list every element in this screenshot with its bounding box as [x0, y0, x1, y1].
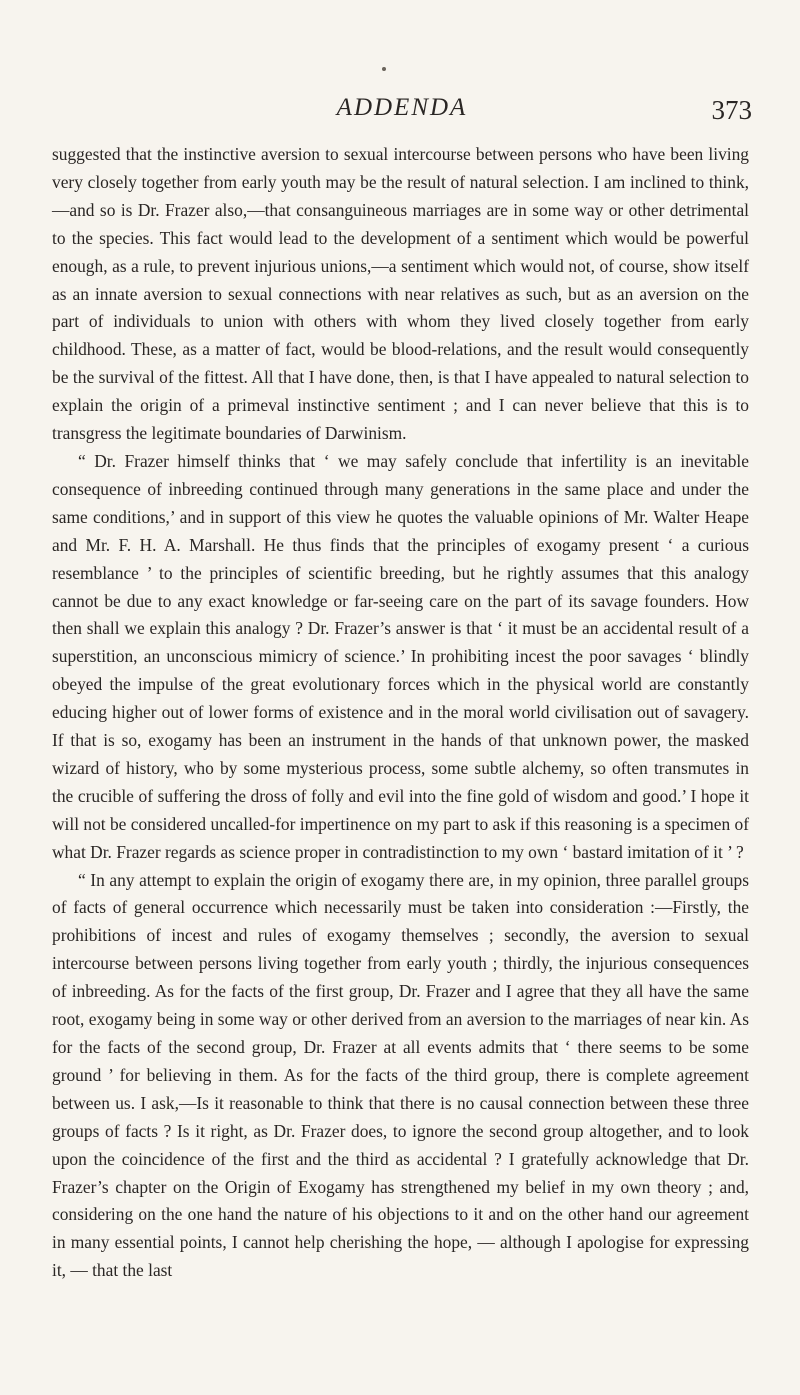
running-head: ADDENDA: [336, 94, 468, 121]
body-text: [52, 141, 749, 1285]
paragraph: suggested that the instinctive aversion to sexual intercourse between persons who have been living very closely together from early youth may be the result of natural selection. I am inclined to think,—and so is Dr. Frazer also,—that consanguineous marriages are in some way or other detrimental to the species. This fact would lead to the development of a sentiment which would be powerful enough, as a rule, to prevent injurious unions,—a sentiment which would not, of course, show itself as an innate aversion to sexual connections with near relatives as such, but as an aversion on the part of individuals to union with others with whom they lived closely together from early childhood. These, as a matter of fact, would be blood-relations, and the result would consequently be the survival of the fittest. All that I have done, then, is that I have appealed to natural selection to explain the origin of a primeval instinctive sentiment ; and I can never believe that this is to transgress the legitimate boundaries of Darwinism.: [52, 144, 749, 444]
paragraph: “ In any attempt to explain the origin of exogamy there are, in my opinion, three parallel groups of facts of general occurrence which necessarily must be taken into consideration :—Firstly, the prohibitions of incest and rules of exogamy themselves ; secondly, the aversion to sexual intercourse between persons living together from early youth ; thirdly, the injurious consequences of inbreeding. As for the facts of the first group, Dr. Frazer and I agree that they all have the same root, exogamy being in some way or other derived from an aversion to the marriages of near kin. As for the facts of the second group, Dr. Frazer at all events admits that ‘ there seems to be some ground ’ for believing in them. As for the facts of the third group, there is complete agreement between us. I ask,—Is it reasonable to think that there is no causal connection between these three groups of facts ? Is it right, as Dr. Frazer does, to ignore the second group altogether, and to look upon the coincidence of the first and the third as accidental ? I gratefully acknowledge that Dr. Frazer’s chapter on the Origin of Exogamy has strengthened my belief in my own theory ; and, considering on the one hand the nature of his objections to it and on the other hand our agreement in many essential points, I cannot help cherishing the hope, — although I apologise for expressing it, — that the last: [52, 869, 749, 1281]
ink-speck: [382, 67, 386, 71]
page-header: [52, 92, 752, 132]
page-number: 373: [711, 95, 752, 125]
paragraph: “ Dr. Frazer himself thinks that ‘ we may safely conclude that infertility is an inevitable consequence of inbreeding continued through many generations in the same place and under the same conditions,’ and in support of this view he quotes the valuable opinions of Mr. Walter Heape and Mr. F. H. A. Marshall. He thus finds that the principles of exogamy present ‘ a curious resemblance ’ to the principles of scientific breeding, but he rightly assumes that this analogy cannot be due to any exact knowledge or far-seeing care on the part of its savage founders. How then shall we explain this analogy ? Dr. Frazer’s answer is that ‘ it must be an accidental result of a superstition, an unconscious mimicry of science.’ In prohibiting incest the poor savages ‘ blindly obeyed the impulse of the great evolutionary forces which in the physical world are constantly educing higher out of lower forms of existence and in the moral world civilisation out of savagery. If that is so, exogamy has been an instrument in the hands of that unknown power, the masked wizard of history, who by some mysterious process, some subtle alchemy, so often transmutes in the crucible of suffering the dross of folly and evil into the fine gold of wisdom and good.’ I hope it will not be considered uncalled-for impertinence on my part to ask if this reasoning is a specimen of what Dr. Frazer regards as science proper in contradistinction to my own ‘ bastard imitation of it ’ ?: [52, 450, 749, 862]
